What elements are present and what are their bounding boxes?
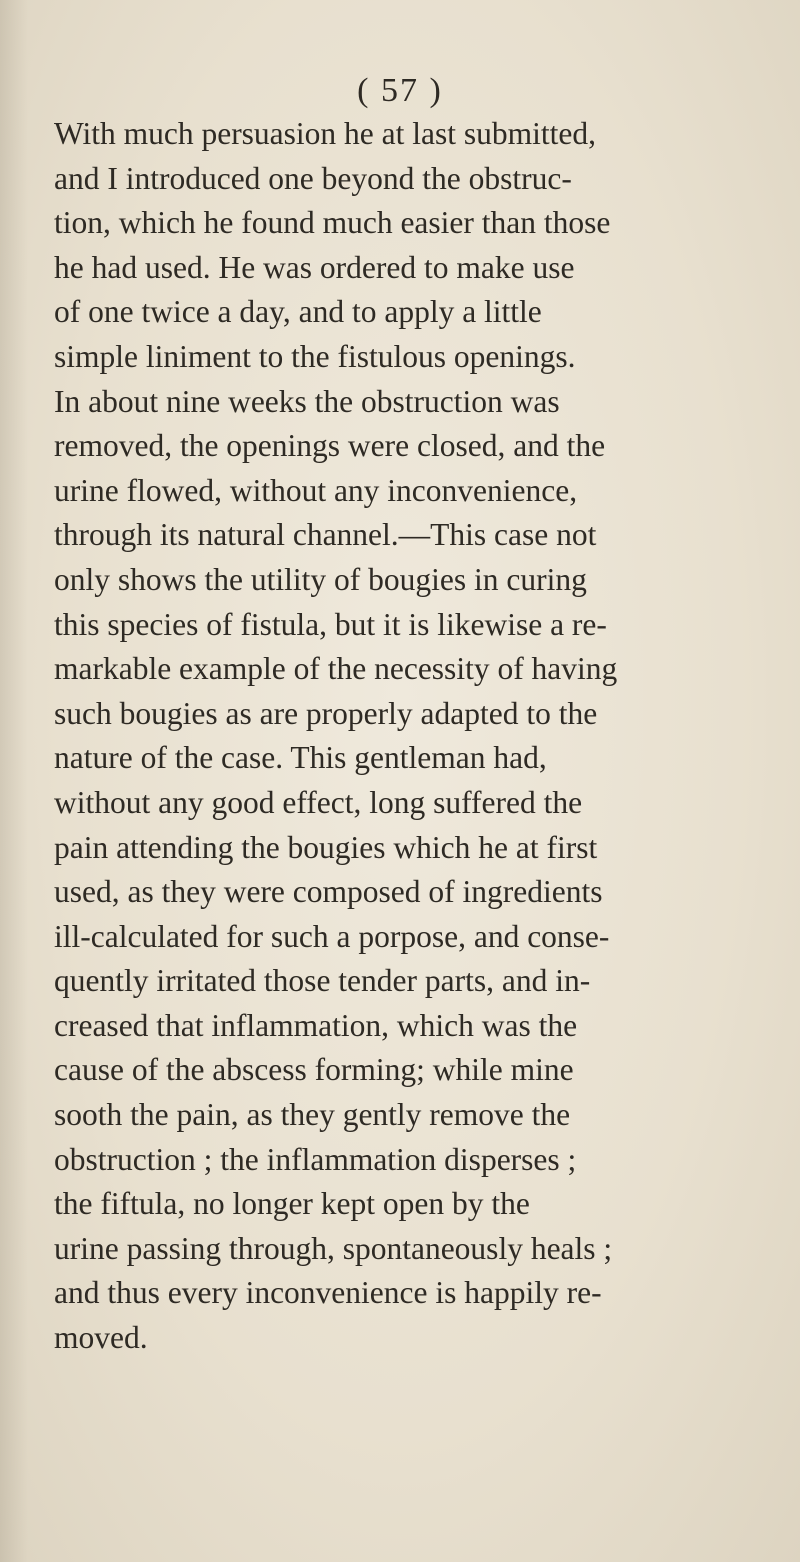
text-line: quently irritated those tender parts, and in- bbox=[54, 963, 591, 999]
text-line: sooth the pain, as they gently remove the bbox=[54, 1097, 571, 1133]
text-line: pain attending the bougies which he at first bbox=[54, 829, 598, 865]
page-edge-shadow bbox=[0, 0, 28, 1562]
text-line: obstruction ; the inflammation disperses ; bbox=[54, 1141, 577, 1177]
text-line: through its natural channel.—This case not bbox=[54, 517, 597, 553]
text-line: this species of fistula, but it is likewise a re- bbox=[54, 606, 607, 642]
text-line: markable example of the necessity of having bbox=[54, 651, 618, 687]
text-line: used, as they were composed of ingredients bbox=[54, 874, 603, 910]
text-line: of one twice a day, and to apply a little bbox=[54, 294, 542, 330]
text-line: only shows the utility of bougies in curing bbox=[54, 561, 587, 597]
text-line: simple liniment to the fistulous openings. bbox=[54, 338, 576, 374]
text-line: and I introduced one beyond the obstruc- bbox=[54, 160, 572, 196]
text-line: nature of the case. This gentleman had, bbox=[54, 740, 547, 776]
text-line: the fiftula, no longer kept open by the bbox=[54, 1186, 530, 1222]
text-line: In about nine weeks the obstruction was bbox=[54, 383, 560, 419]
text-line: moved. bbox=[54, 1320, 148, 1356]
text-line: urine flowed, without any inconvenience, bbox=[54, 472, 578, 508]
text-line: urine passing through, spontaneously heals ; bbox=[54, 1230, 613, 1266]
text-line: ill-calculated for such a porpose, and conse- bbox=[54, 918, 610, 954]
body-text bbox=[54, 112, 794, 1361]
text-line: cause of the abscess forming; while mine bbox=[54, 1052, 574, 1088]
text-line: tion, which he found much easier than those bbox=[54, 205, 611, 241]
text-line: without any good effect, long suffered the bbox=[54, 784, 583, 820]
text-line: creased that inflammation, which was the bbox=[54, 1007, 578, 1043]
text-line: such bougies as are properly adapted to the bbox=[54, 695, 598, 731]
text-line: he had used. He was ordered to make use bbox=[54, 249, 575, 285]
text-line: removed, the openings were closed, and the bbox=[54, 428, 606, 464]
page-number: ( 57 ) bbox=[357, 72, 443, 109]
text-line: and thus every inconvenience is happily re- bbox=[54, 1275, 602, 1311]
text-line: With much persuasion he at last submitted, bbox=[54, 116, 597, 151]
